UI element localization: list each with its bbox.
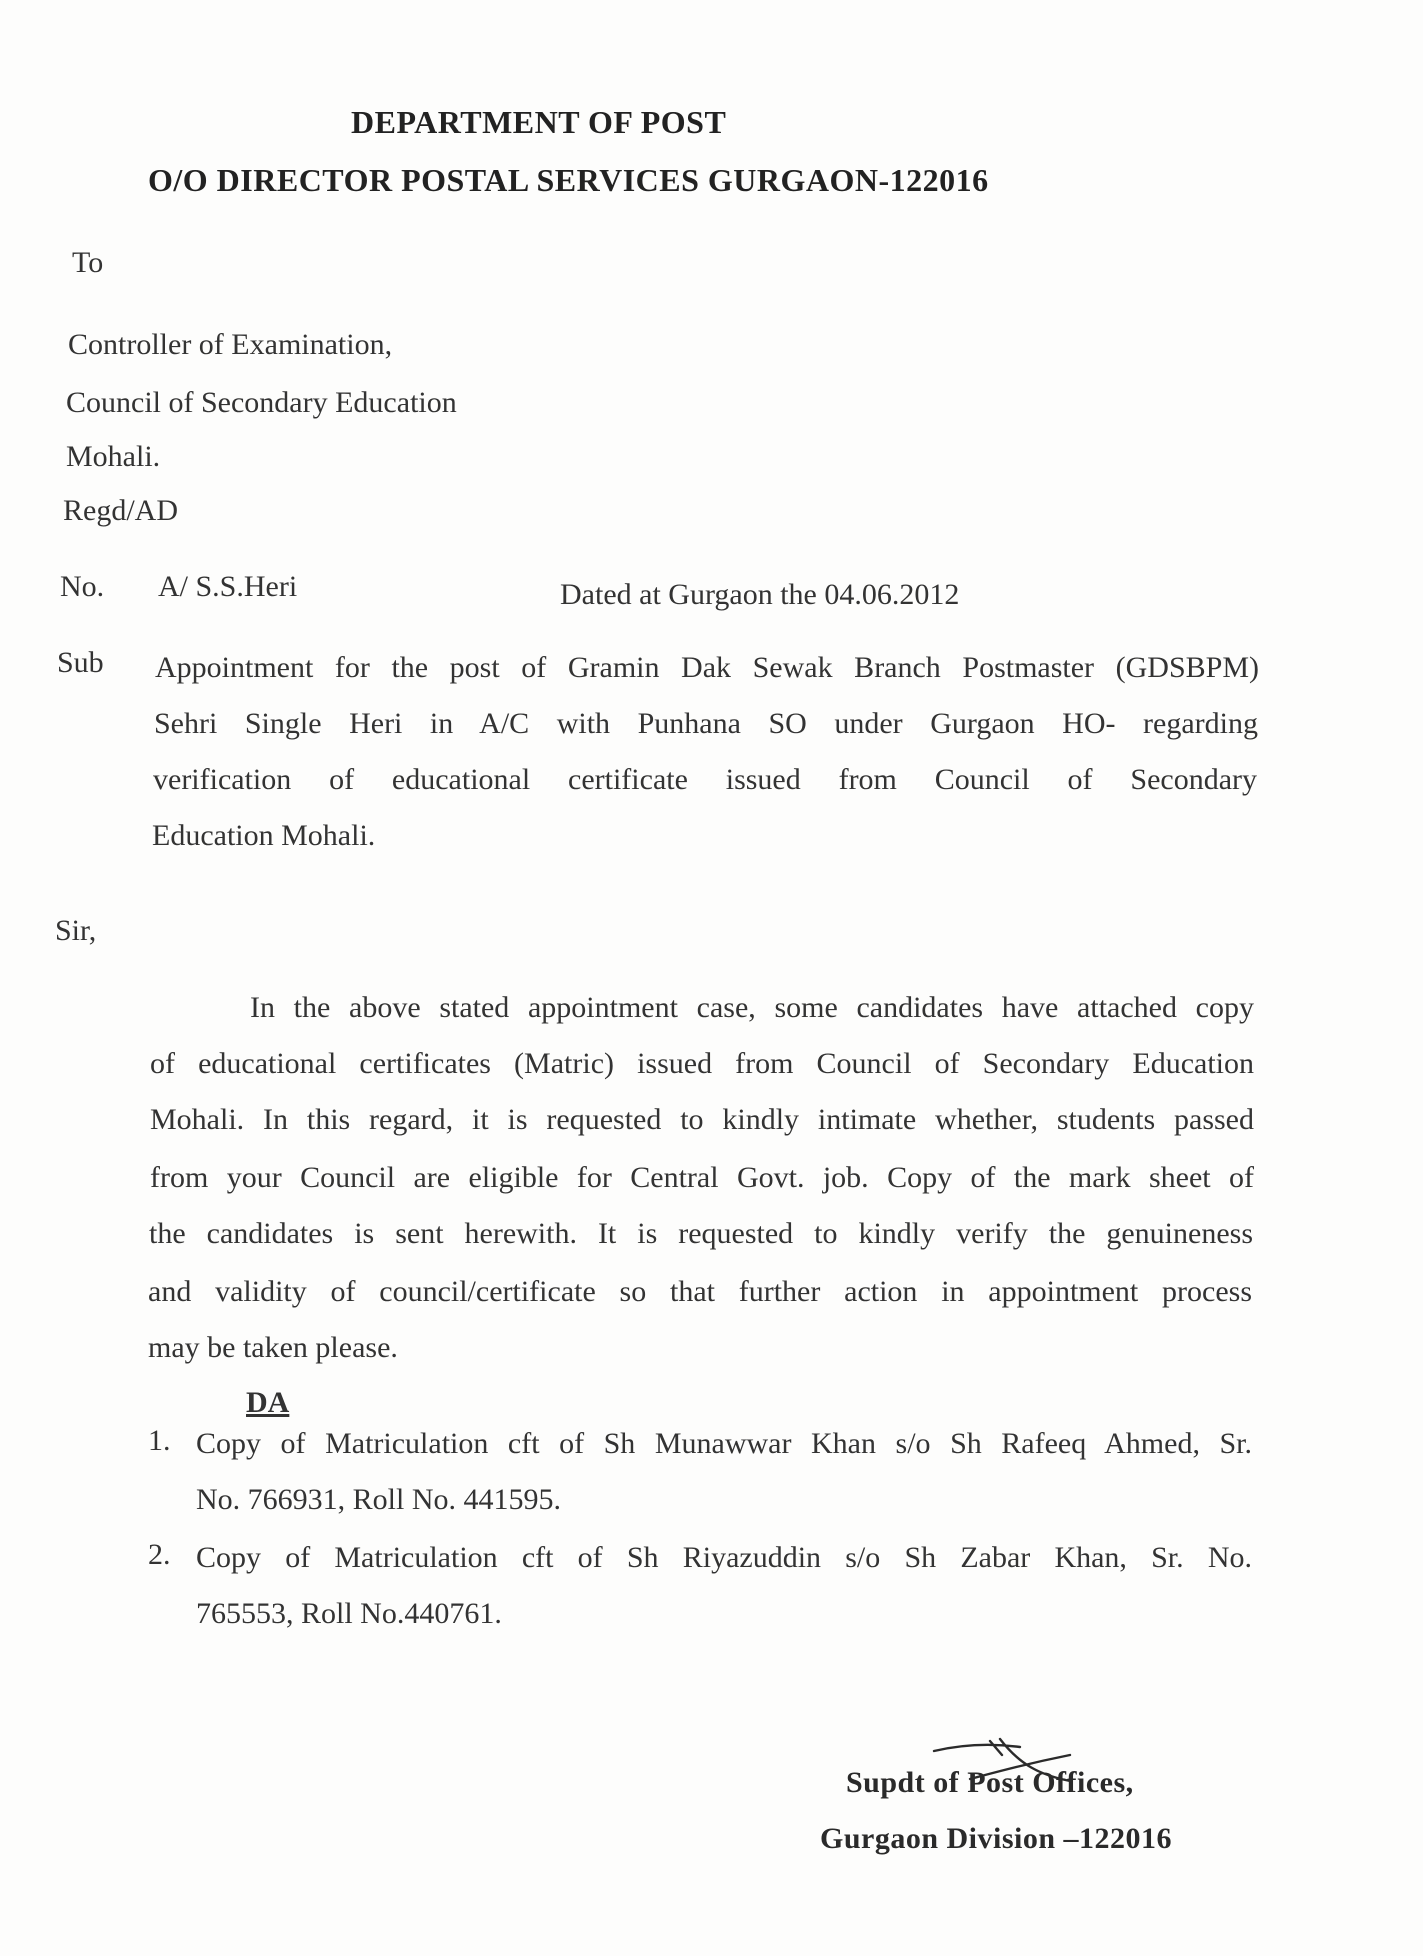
body-line-5: the candidates is sent herewith. It is requested to kindly verify the genuineness bbox=[149, 1217, 1253, 1250]
body-line-3: Mohali. In this regard, it is requested to kindly intimate whether, students passed bbox=[150, 1103, 1254, 1136]
department-heading: DEPARTMENT OF POST bbox=[351, 104, 727, 140]
enclosures-heading: DA bbox=[246, 1386, 290, 1419]
enclosure-1-line-2: No. 766931, Roll No. 441595. bbox=[196, 1483, 562, 1516]
body-line-2: of educational certificates (Matric) issued from Council of Secondary Education bbox=[150, 1047, 1254, 1080]
subject-line-4: Education Mohali. bbox=[152, 819, 376, 852]
dated-line: Dated at Gurgaon the 04.06.2012 bbox=[560, 578, 960, 611]
reference-no-value: A/ S.S.Heri bbox=[158, 570, 298, 603]
subject-label: Sub bbox=[57, 646, 104, 679]
address-line-2: Council of Secondary Education bbox=[66, 386, 457, 419]
signatory-designation: Supdt of Post Offices, bbox=[846, 1766, 1134, 1799]
enclosure-2-line-1: Copy of Matriculation cft of Sh Riyazuddin s/o Sh Zabar Khan, Sr. No. bbox=[196, 1541, 1252, 1574]
subject-line-2: Sehri Single Heri in A/C with Punhana SO under Gurgaon HO- regarding bbox=[154, 707, 1258, 740]
address-line-1: Controller of Examination, bbox=[68, 328, 393, 361]
signatory-division: Gurgaon Division –122016 bbox=[820, 1822, 1173, 1855]
address-line-3: Mohali. bbox=[66, 440, 161, 473]
enclosure-1-line-1: Copy of Matriculation cft of Sh Munawwar Khan s/o Sh Rafeeq Ahmed, Sr. bbox=[196, 1427, 1252, 1460]
reference-no-label: No. bbox=[60, 570, 105, 603]
enclosure-2-number: 2. bbox=[148, 1538, 171, 1571]
enclosure-2-line-2: 765553, Roll No.440761. bbox=[196, 1597, 502, 1630]
signature-scribble-icon bbox=[930, 1735, 1080, 1805]
salutation: Sir, bbox=[55, 914, 97, 947]
enclosure-1-number: 1. bbox=[148, 1424, 171, 1457]
subject-line-3: verification of educational certificate issued from Council of Secondary bbox=[153, 763, 1257, 796]
body-line-1: In the above stated appointment case, some candidates have attached copy bbox=[250, 991, 1254, 1024]
body-line-6: and validity of council/certificate so that further action in appointment process bbox=[148, 1275, 1252, 1308]
office-heading: O/O DIRECTOR POSTAL SERVICES GURGAON-122016 bbox=[148, 162, 989, 198]
body-line-4: from your Council are eligible for Central Govt. job. Copy of the mark sheet of bbox=[150, 1161, 1254, 1194]
address-to: To bbox=[72, 246, 104, 279]
subject-line-1: Appointment for the post of Gramin Dak Sewak Branch Postmaster (GDSBPM) bbox=[155, 651, 1259, 684]
dispatch-mode: Regd/AD bbox=[63, 494, 178, 527]
body-line-7: may be taken please. bbox=[148, 1331, 398, 1364]
